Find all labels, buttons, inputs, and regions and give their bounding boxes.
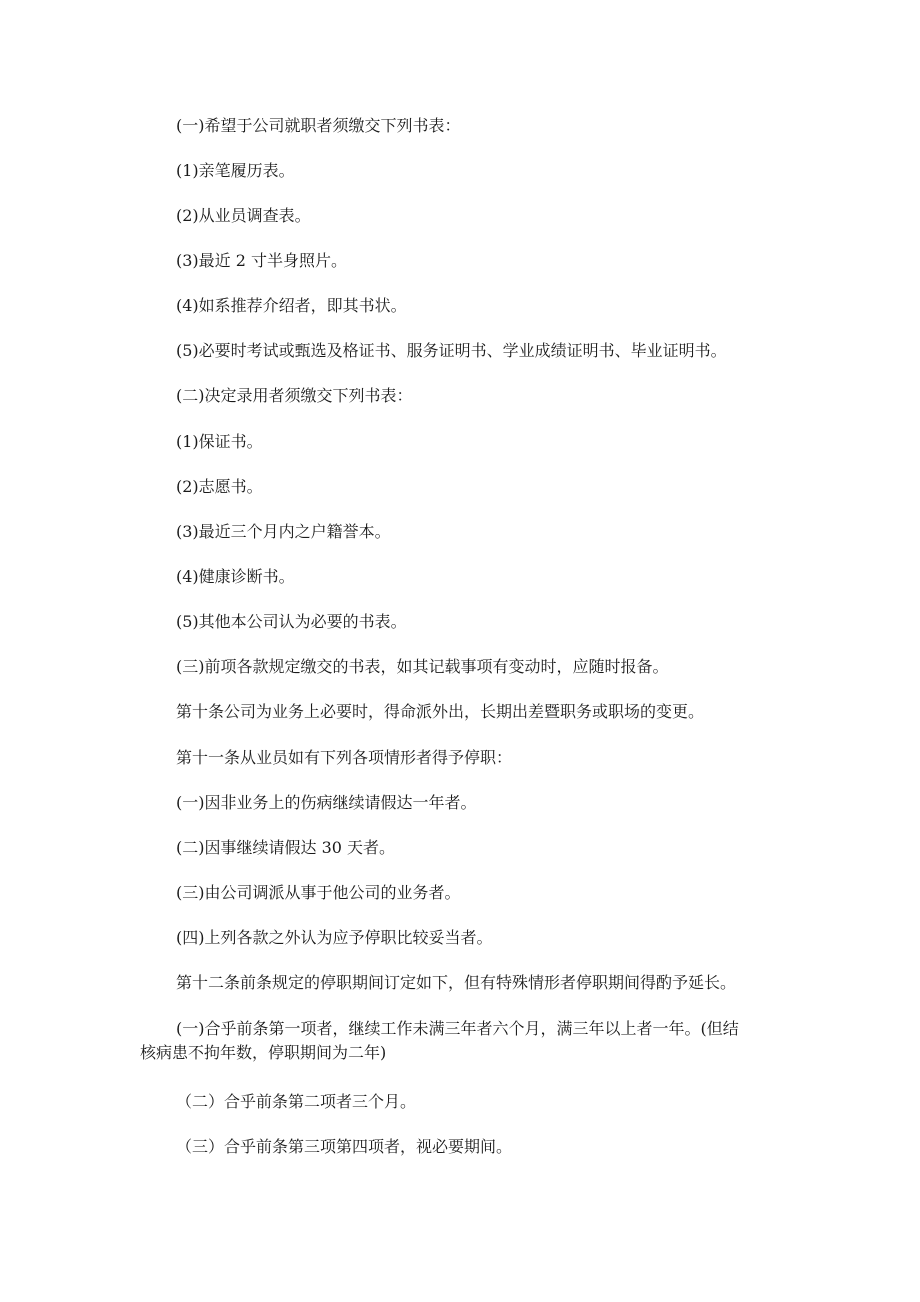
text-line-3: (2)从业员调查表。 — [176, 206, 311, 225]
text-line-5: (4)如系推荐介绍者，即其书状。 — [176, 296, 407, 315]
text-line-4: (3)最近 2 寸半身照片。 — [176, 251, 348, 270]
text-paragraph-21: (一)合乎前条第一项者，继续工作未满三年者六个月，满三年以上者一年。(但结核病患不拘年数，停职期间为二年) — [140, 1019, 739, 1062]
text-line-8: (1)保证书。 — [176, 432, 263, 451]
text-line-18: (三)由公司调派从事于他公司的业务者。 — [176, 883, 461, 902]
text-line-15: 第十一条从业员如有下列各项情形者得予停职： — [176, 748, 513, 767]
text-line-6: (5)必要时考试或甄选及格证书、服务证明书、学业成绩证明书、毕业证明书。 — [176, 341, 727, 360]
text-line-10: (3)最近三个月内之户籍誉本。 — [176, 522, 391, 541]
text-line-12: (5)其他本公司认为必要的书表。 — [176, 612, 407, 631]
text-line-17: (二)因事继续请假达 30 天者。 — [176, 838, 396, 857]
text-line-7: (二)决定录用者须缴交下列书表： — [176, 386, 413, 405]
text-line-16: (一)因非业务上的伤病继续请假达一年者。 — [176, 793, 477, 812]
text-line-1: (一)希望于公司就职者须缴交下列书表： — [176, 116, 461, 135]
text-line-2: (1)亲笔履历表。 — [176, 161, 295, 180]
text-line-22: （二）合乎前条第二项者三个月。 — [176, 1092, 417, 1111]
text-line-13: (三)前项各款规定缴交的书表，如其记载事项有变动时，应随时报备。 — [176, 657, 669, 676]
text-line-20: 第十二条前条规定的停职期间订定如下，但有特殊情形者停职期间得酌予延长。 — [176, 973, 737, 992]
text-line-23: （三）合乎前条第三项第四项者，视必要期间。 — [176, 1137, 513, 1156]
text-line-14: 第十条公司为业务上必要时，得命派外出，长期出差暨职务或职场的变更。 — [176, 702, 705, 721]
text-line-19: (四)上列各款之外认为应予停职比较妥当者。 — [176, 928, 493, 947]
text-line-11: (4)健康诊断书。 — [176, 567, 295, 586]
text-line-9: (2)志愿书。 — [176, 477, 263, 496]
